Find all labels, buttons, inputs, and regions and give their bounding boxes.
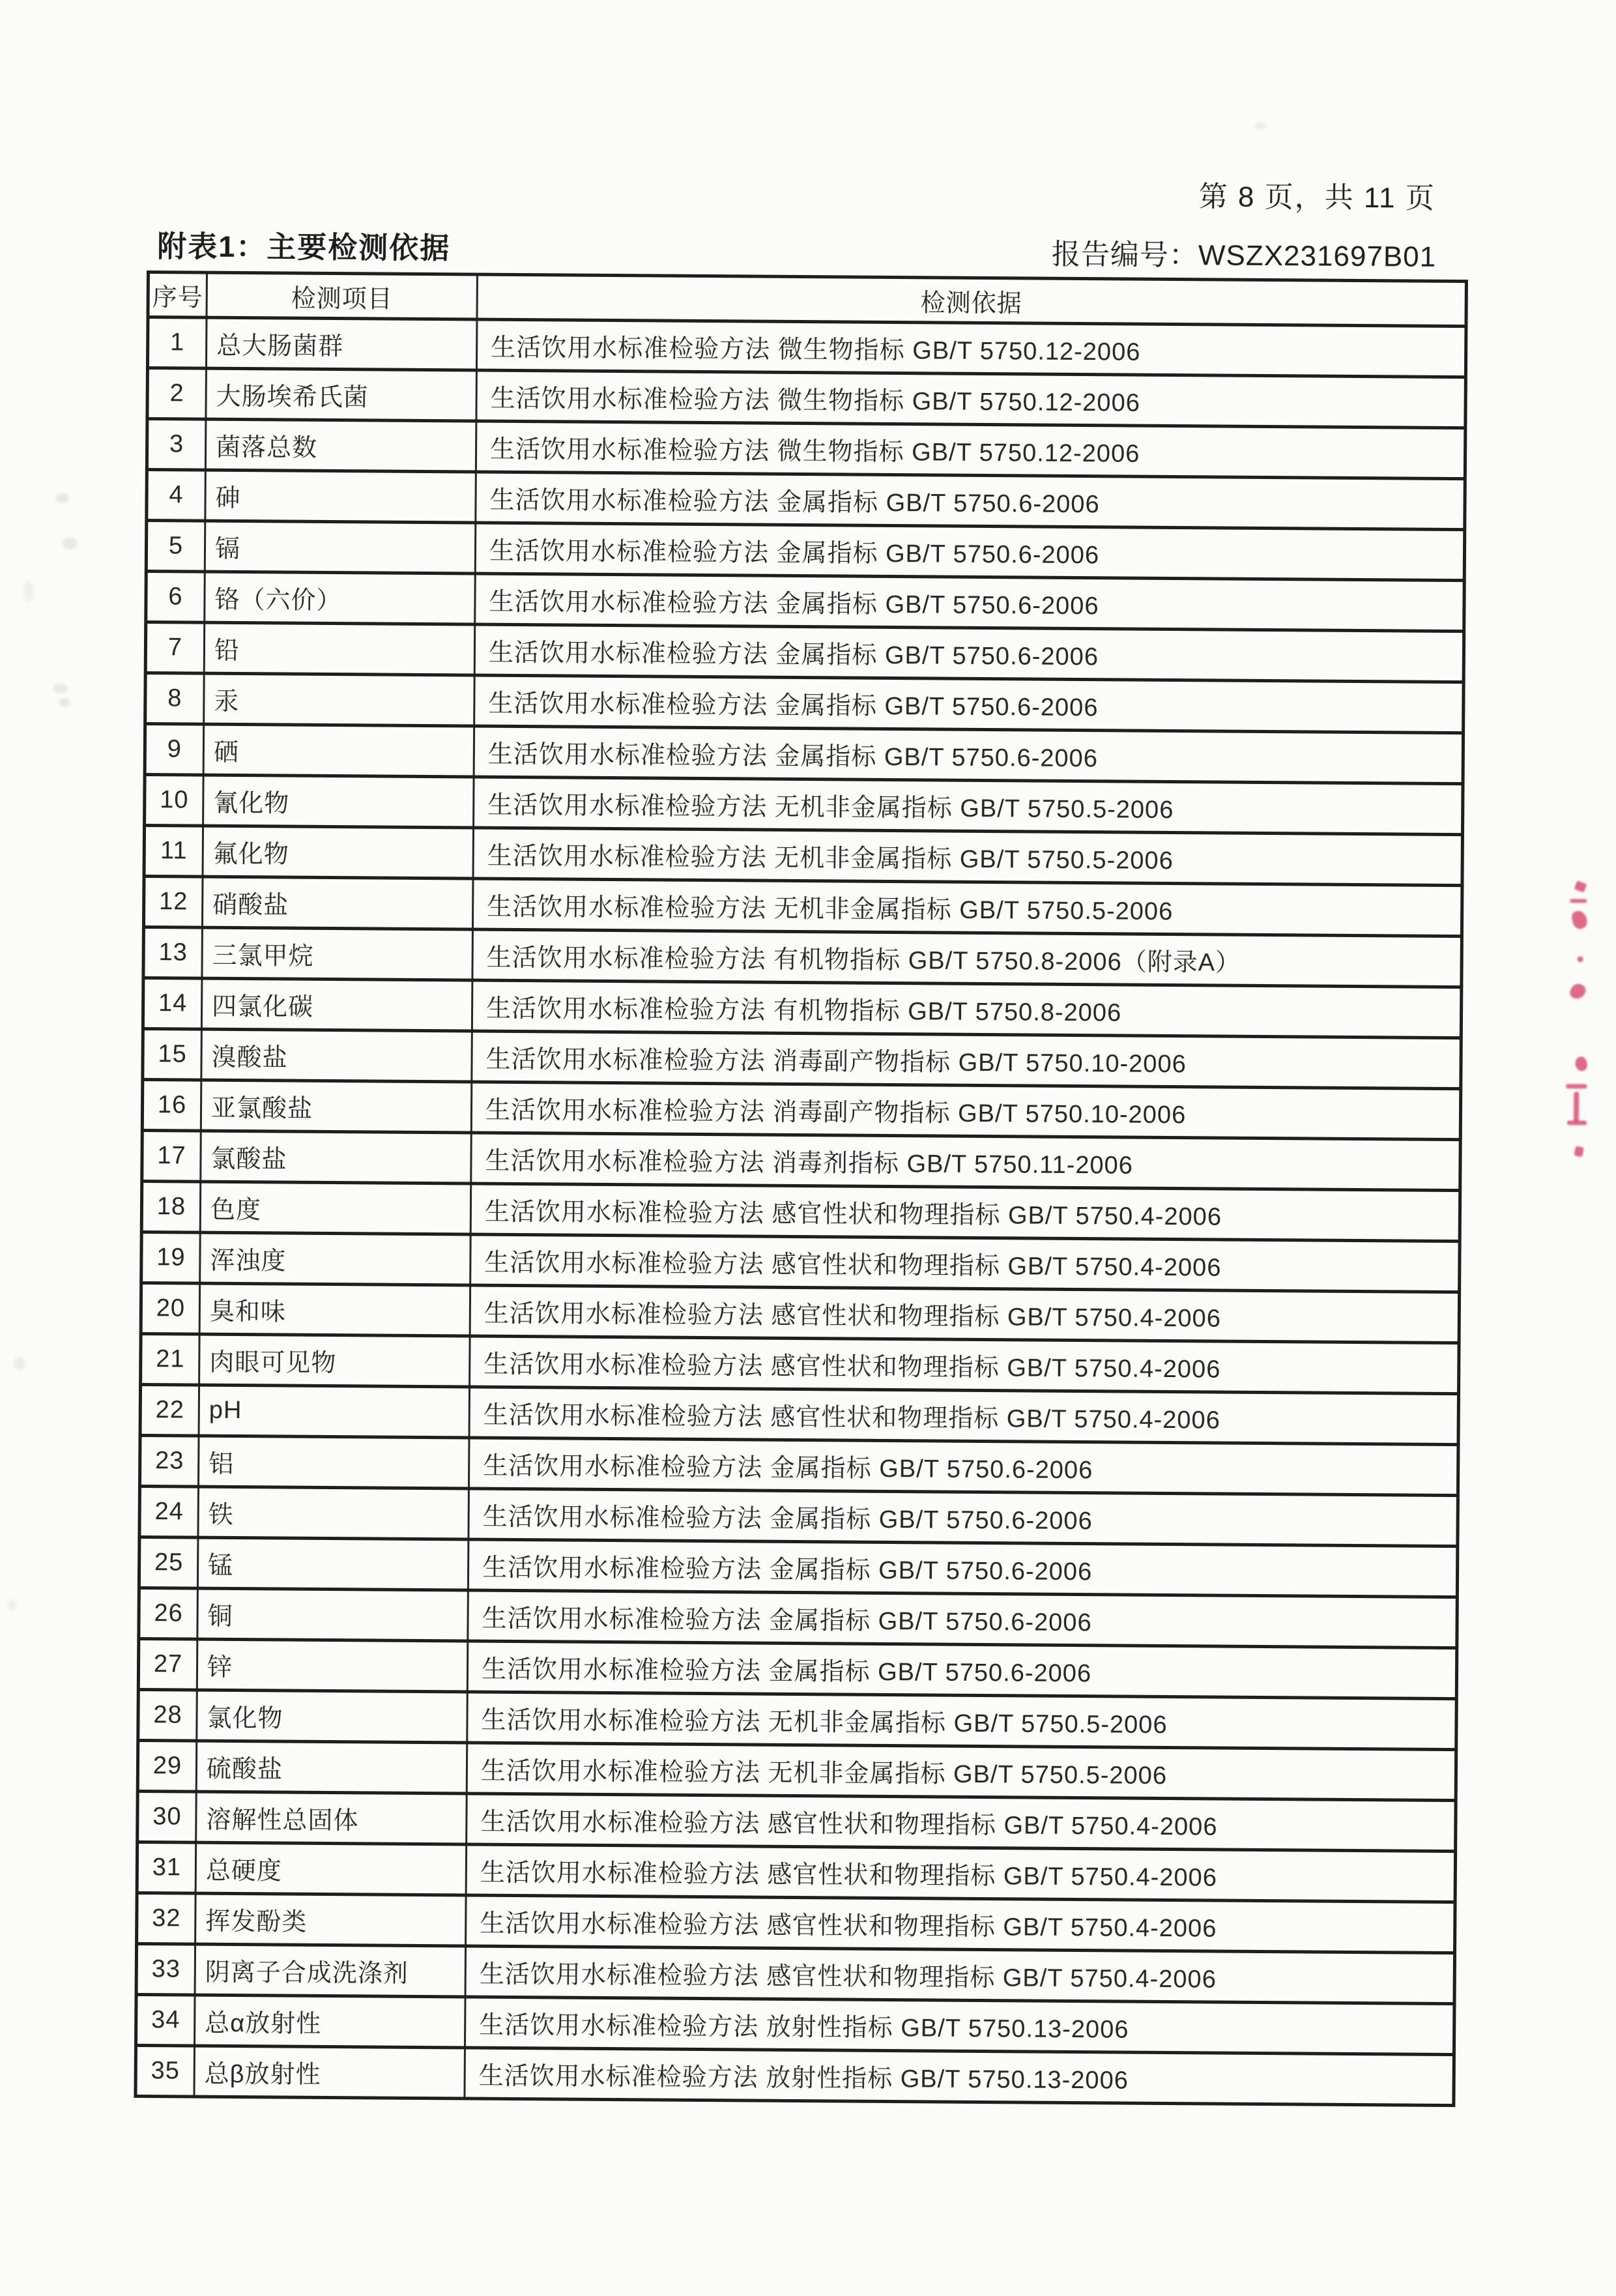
cell-no: 33 [136, 1943, 195, 1995]
cell-no: 28 [138, 1689, 197, 1741]
table-row [138, 1689, 1456, 1749]
red-stamp-bleed-mark [1574, 1055, 1589, 1072]
cell-item: 挥发酚类 [195, 1893, 467, 1946]
cell-item: 菌落总数 [205, 419, 476, 472]
table-row [136, 1943, 1454, 2003]
cell-basis: 生活饮用水标准检验方法 感官性状和物理指标 GB/T 5750.4-2006 [466, 1895, 1456, 1953]
report-table-body [136, 317, 1466, 2106]
cell-basis: 生活饮用水标准检验方法 放射性指标 GB/T 5750.13-2006 [465, 2048, 1454, 2106]
table-row [147, 368, 1465, 428]
red-stamp-bleed-mark [1574, 1146, 1584, 1157]
cell-basis: 生活饮用水标准检验方法 有机物指标 GB/T 5750.8-2006（附录A） [472, 929, 1462, 987]
cell-basis: 生活饮用水标准检验方法 金属指标 GB/T 5750.6-2006 [474, 675, 1464, 733]
cell-basis: 生活饮用水标准检验方法 感官性状和物理指标 GB/T 5750.4-2006 [470, 1184, 1460, 1242]
table-row [141, 1283, 1459, 1343]
cell-no: 5 [146, 521, 205, 572]
cell-no: 13 [143, 927, 203, 978]
cell-item: 总硬度 [195, 1842, 467, 1895]
cell-item: 溴酸盐 [201, 1029, 472, 1082]
cell-basis: 生活饮用水标准检验方法 无机非金属指标 GB/T 5750.5-2006 [473, 828, 1463, 886]
scan-smudge [1255, 123, 1267, 129]
cell-basis: 生活饮用水标准检验方法 感官性状和物理指标 GB/T 5750.4-2006 [470, 1336, 1460, 1394]
cell-no: 32 [137, 1893, 196, 1944]
inspection-basis-table [134, 270, 1468, 2107]
cell-item: 铅 [204, 622, 475, 675]
cell-basis: 生活饮用水标准检验方法 放射性指标 GB/T 5750.13-2006 [465, 1997, 1454, 2055]
table-row [146, 572, 1464, 632]
red-stamp-bleed-mark [1570, 909, 1589, 930]
red-stamp-bleed-mark [1570, 899, 1587, 903]
table-row [147, 317, 1465, 377]
page-number: 第 8 页，共 11 页 [1198, 181, 1436, 214]
cell-no: 12 [143, 876, 203, 927]
cell-basis: 生活饮用水标准检验方法 无机非金属指标 GB/T 5750.5-2006 [472, 879, 1462, 937]
cell-item: 镉 [205, 521, 476, 574]
header-col-item: 检测项目 [207, 272, 477, 319]
cell-item: 色度 [200, 1182, 471, 1234]
table-title: 附表1：主要检测依据 [157, 229, 451, 265]
scan-smudge [8, 1600, 16, 1611]
cell-no: 25 [139, 1537, 198, 1588]
cell-basis: 生活饮用水标准检验方法 微生物指标 GB/T 5750.12-2006 [476, 319, 1466, 377]
cell-no: 4 [147, 470, 206, 521]
red-stamp-bleed-mark [1568, 981, 1588, 1002]
cell-no: 23 [139, 1435, 199, 1487]
cell-no: 8 [145, 673, 205, 725]
cell-no: 34 [136, 1994, 195, 2046]
table-row [142, 1079, 1460, 1139]
table-row [139, 1435, 1458, 1495]
table-row [145, 774, 1463, 834]
cell-item: 肉眼可见物 [199, 1334, 470, 1387]
table-row [145, 622, 1464, 682]
cell-basis: 生活饮用水标准检验方法 无机非金属指标 GB/T 5750.5-2006 [474, 777, 1464, 835]
cell-item: 氰化物 [203, 775, 474, 828]
cell-basis: 生活饮用水标准检验方法 消毒副产物指标 GB/T 5750.10-2006 [472, 1031, 1462, 1089]
cell-no: 35 [136, 2045, 195, 2097]
table-row [137, 1842, 1455, 1902]
table-row [147, 419, 1465, 479]
scan-smudge [23, 581, 33, 602]
red-stamp-bleed-mark [1566, 1084, 1587, 1088]
cell-no: 11 [144, 825, 203, 877]
cell-item: 硝酸盐 [202, 877, 473, 929]
cell-no: 24 [139, 1486, 199, 1537]
cell-item: pH [199, 1385, 470, 1438]
cell-basis: 生活饮用水标准检验方法 金属指标 GB/T 5750.6-2006 [468, 1539, 1458, 1597]
cell-basis: 生活饮用水标准检验方法 金属指标 GB/T 5750.6-2006 [475, 523, 1465, 581]
cell-no: 27 [138, 1638, 197, 1690]
cell-basis: 生活饮用水标准检验方法 金属指标 GB/T 5750.6-2006 [474, 726, 1464, 784]
cell-item: 总大肠菌群 [206, 317, 477, 370]
cell-basis: 生活饮用水标准检验方法 感官性状和物理指标 GB/T 5750.4-2006 [470, 1285, 1460, 1343]
cell-item: 阴离子合成洗涤剂 [195, 1944, 466, 1997]
scan-smudge [14, 1357, 25, 1371]
red-stamp-bleed-mark [1578, 956, 1583, 962]
cell-item: 总β放射性 [194, 2046, 465, 2099]
red-stamp-bleed-mark [1574, 1092, 1579, 1122]
table-row [143, 1028, 1461, 1088]
table-row [141, 1333, 1459, 1393]
report-number-value: WSZX231697B01 [1198, 239, 1437, 273]
cell-item: 氟化物 [203, 826, 474, 879]
table-row [141, 1232, 1460, 1292]
cell-item: 氯化物 [197, 1690, 468, 1743]
cell-no: 15 [143, 1028, 202, 1080]
table-row [136, 1994, 1454, 2054]
cell-item: 锌 [197, 1639, 468, 1692]
cell-no: 6 [146, 572, 205, 623]
cell-no: 18 [141, 1181, 201, 1232]
cell-no: 3 [147, 419, 206, 471]
cell-item: 溶解性总固体 [196, 1792, 467, 1844]
table-row [145, 673, 1464, 733]
red-stamp-bleed-mark [1567, 1120, 1587, 1125]
cell-no: 29 [137, 1740, 197, 1792]
table-row [139, 1486, 1458, 1546]
table-row [146, 521, 1464, 581]
table-row [137, 1893, 1455, 1953]
table-row [142, 1130, 1460, 1190]
cell-no: 19 [141, 1232, 201, 1283]
cell-no: 14 [143, 978, 202, 1029]
cell-item: 汞 [204, 673, 475, 726]
cell-item: 硫酸盐 [196, 1741, 467, 1794]
cell-no: 16 [142, 1079, 201, 1131]
cell-item: 亚氯酸盐 [201, 1080, 472, 1133]
report-number-label: 报告编号： [1051, 238, 1199, 272]
cell-no: 22 [140, 1384, 199, 1436]
cell-no: 30 [137, 1791, 197, 1842]
table-row [141, 1181, 1460, 1241]
cell-basis: 生活饮用水标准检验方法 金属指标 GB/T 5750.6-2006 [476, 472, 1465, 530]
table-row [143, 876, 1462, 936]
scan-smudge [53, 684, 67, 693]
table-row [144, 825, 1462, 885]
cell-basis: 生活饮用水标准检验方法 感官性状和物理指标 GB/T 5750.4-2006 [465, 1946, 1455, 2004]
cell-basis: 生活饮用水标准检验方法 微生物指标 GB/T 5750.12-2006 [476, 421, 1465, 479]
cell-basis: 生活饮用水标准检验方法 无机非金属指标 GB/T 5750.5-2006 [467, 1743, 1456, 1801]
cell-no: 31 [137, 1842, 196, 1893]
scan-smudge [56, 493, 69, 503]
cell-item: 铜 [197, 1588, 469, 1641]
cell-no: 7 [145, 622, 205, 674]
cell-item: 铝 [198, 1436, 469, 1489]
table-row [137, 1791, 1456, 1851]
cell-no: 2 [147, 368, 207, 420]
table-row [139, 1537, 1457, 1597]
cell-basis: 生活饮用水标准检验方法 感官性状和物理指标 GB/T 5750.4-2006 [466, 1844, 1456, 1902]
cell-item: 氯酸盐 [201, 1131, 472, 1184]
scan-smudge [59, 698, 70, 706]
cell-no: 9 [145, 724, 204, 776]
cell-basis: 生活饮用水标准检验方法 消毒副产物指标 GB/T 5750.10-2006 [471, 1082, 1461, 1140]
report-number [1052, 231, 1437, 275]
cell-no: 17 [142, 1130, 201, 1182]
red-stamp-bleed-mark [1574, 880, 1587, 893]
cell-basis: 生活饮用水标准检验方法 感官性状和物理指标 GB/T 5750.4-2006 [469, 1387, 1459, 1445]
cell-basis: 生活饮用水标准检验方法 消毒剂指标 GB/T 5750.11-2006 [471, 1133, 1461, 1191]
cell-item: 砷 [205, 470, 476, 523]
cell-item: 总α放射性 [194, 1995, 465, 2048]
cell-item: 铁 [198, 1487, 469, 1539]
header-col-no: 序号 [148, 272, 207, 318]
cell-no: 20 [141, 1283, 200, 1334]
cell-no: 21 [141, 1333, 200, 1385]
cell-no: 1 [147, 317, 207, 369]
cell-basis: 生活饮用水标准检验方法 金属指标 GB/T 5750.6-2006 [469, 1438, 1458, 1496]
cell-basis: 生活饮用水标准检验方法 金属指标 GB/T 5750.6-2006 [474, 624, 1464, 682]
cell-no: 26 [139, 1588, 198, 1639]
cell-item: 铬（六价） [205, 572, 476, 624]
cell-basis: 生活饮用水标准检验方法 金属指标 GB/T 5750.6-2006 [469, 1489, 1458, 1547]
cell-basis: 生活饮用水标准检验方法 金属指标 GB/T 5750.6-2006 [467, 1641, 1457, 1699]
table-row [140, 1384, 1458, 1444]
cell-basis: 生活饮用水标准检验方法 金属指标 GB/T 5750.6-2006 [468, 1590, 1458, 1648]
header-col-basis: 检测依据 [477, 274, 1466, 327]
cell-item: 臭和味 [199, 1283, 470, 1336]
cell-basis: 生活饮用水标准检验方法 金属指标 GB/T 5750.6-2006 [475, 574, 1465, 632]
cell-item: 硒 [203, 724, 474, 777]
table-row [138, 1638, 1456, 1698]
table-row [137, 1740, 1456, 1800]
scan-smudge [62, 538, 78, 549]
table-row [147, 470, 1465, 530]
cell-item: 大肠埃希氏菌 [206, 368, 477, 421]
cell-basis: 生活饮用水标准检验方法 无机非金属指标 GB/T 5750.5-2006 [467, 1692, 1457, 1750]
cell-item: 四氯化碳 [201, 978, 472, 1031]
cell-no: 10 [145, 774, 204, 826]
cell-item: 浑浊度 [200, 1232, 471, 1285]
cell-basis: 生活饮用水标准检验方法 感官性状和物理指标 GB/T 5750.4-2006 [470, 1234, 1460, 1292]
cell-basis: 生活饮用水标准检验方法 微生物指标 GB/T 5750.12-2006 [476, 370, 1466, 428]
table-row [143, 927, 1462, 987]
table-row [139, 1588, 1457, 1648]
cell-item: 锰 [197, 1537, 469, 1590]
table-row [136, 2045, 1454, 2105]
cell-item: 三氯甲烷 [202, 927, 473, 980]
table-row [143, 978, 1461, 1038]
cell-basis: 生活饮用水标准检验方法 感官性状和物理指标 GB/T 5750.4-2006 [467, 1794, 1456, 1852]
table-row [145, 724, 1463, 784]
cell-basis: 生活饮用水标准检验方法 有机物指标 GB/T 5750.8-2006 [472, 980, 1462, 1038]
